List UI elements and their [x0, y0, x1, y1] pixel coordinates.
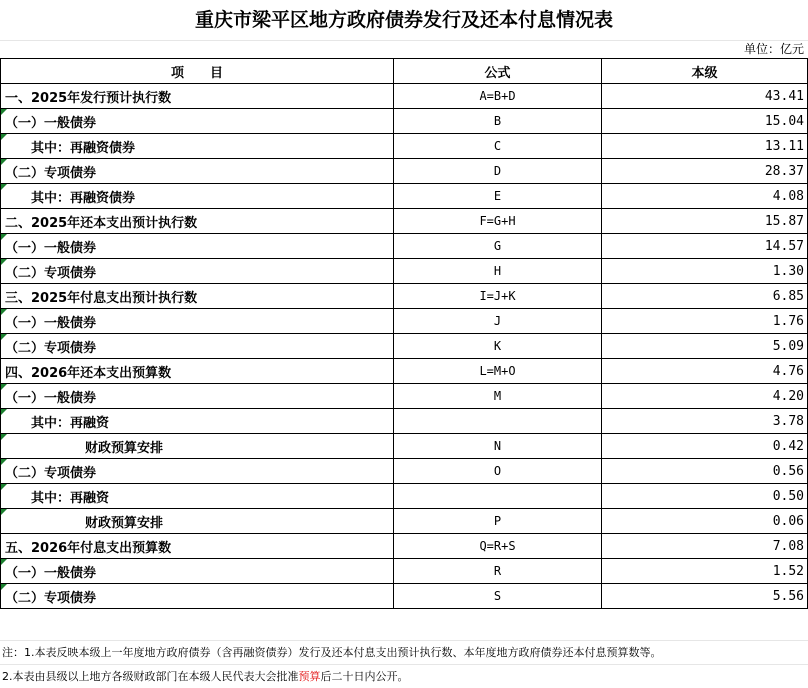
- row-item-label: 其中：再融资: [31, 415, 110, 431]
- cell-marker-icon: [1, 259, 7, 265]
- row-item-name: [1, 134, 394, 159]
- row-formula: Q=R+S: [394, 534, 602, 559]
- row-formula: K: [394, 334, 602, 359]
- row-item-name: [1, 359, 394, 384]
- row-item-name: [1, 334, 394, 359]
- row-formula: G: [394, 234, 602, 259]
- row-item-name: [1, 259, 394, 284]
- row-item-name: [1, 459, 394, 484]
- row-value: 7.08: [602, 534, 808, 559]
- table-row: [1, 484, 808, 509]
- row-item-label: 一、2025年发行预计执行数: [5, 90, 172, 106]
- row-formula: O: [394, 459, 602, 484]
- row-item-label: （一）一般债券: [5, 565, 97, 581]
- note-1: 注：1.本表反映本级上一年度地方政府债券（含再融资债券）发行及还本付息支出预计执行数、本年度地方政府债券还本付息预算数等。: [0, 640, 808, 664]
- row-value: 43.41: [602, 84, 808, 109]
- row-item-name: [1, 159, 394, 184]
- header-item: 项 目: [1, 59, 394, 84]
- cell-marker-icon: [1, 409, 7, 415]
- row-formula: L=M+O: [394, 359, 602, 384]
- cell-marker-icon: [1, 159, 7, 165]
- debt-table: [0, 58, 808, 609]
- row-formula: C: [394, 134, 602, 159]
- row-item-label: （一）一般债券: [5, 240, 97, 256]
- row-item-label: （二）专项债券: [5, 340, 97, 356]
- row-item-name: [1, 509, 394, 534]
- row-item-name: [1, 534, 394, 559]
- row-value: 1.52: [602, 559, 808, 584]
- row-item-label: （二）专项债券: [5, 165, 97, 181]
- row-item-label: （一）一般债券: [5, 115, 97, 131]
- cell-marker-icon: [1, 509, 7, 515]
- row-value: 4.76: [602, 359, 808, 384]
- row-formula: S: [394, 584, 602, 609]
- table-row: [1, 459, 808, 484]
- row-item-name: [1, 209, 394, 234]
- row-item-label: 二、2025年还本支出预计执行数: [5, 215, 198, 231]
- row-item-name: [1, 109, 394, 134]
- row-formula: B: [394, 109, 602, 134]
- table-body: [1, 84, 808, 609]
- row-item-name: [1, 409, 394, 434]
- table-row: [1, 509, 808, 534]
- table-row: [1, 334, 808, 359]
- table-row: [1, 284, 808, 309]
- row-item-label: （二）专项债券: [5, 465, 97, 481]
- row-item-name: [1, 184, 394, 209]
- row-item-name: [1, 559, 394, 584]
- row-formula: A=B+D: [394, 84, 602, 109]
- cell-marker-icon: [1, 234, 7, 240]
- cell-marker-icon: [1, 134, 7, 140]
- header-formula: 公式: [394, 59, 602, 84]
- table-row: [1, 434, 808, 459]
- table-row: [1, 209, 808, 234]
- table-row: [1, 559, 808, 584]
- table-row: [1, 359, 808, 384]
- row-item-label: （一）一般债券: [5, 315, 97, 331]
- table-row: [1, 584, 808, 609]
- row-formula: [394, 409, 602, 434]
- row-value: 14.57: [602, 234, 808, 259]
- cell-marker-icon: [1, 459, 7, 465]
- row-value: 15.87: [602, 209, 808, 234]
- row-formula: [394, 484, 602, 509]
- row-value: 0.56: [602, 459, 808, 484]
- row-value: 1.30: [602, 259, 808, 284]
- table-row: [1, 259, 808, 284]
- header-value: 本级: [602, 59, 808, 84]
- note-2-highlight: 预算: [298, 670, 321, 683]
- header-row: [1, 59, 808, 84]
- row-item-name: [1, 384, 394, 409]
- row-value: 0.42: [602, 434, 808, 459]
- row-value: 5.09: [602, 334, 808, 359]
- note-2-before: 2.本表由县级以上地方各级财政部门在本级人民代表大会批准: [2, 670, 299, 683]
- table-row: [1, 134, 808, 159]
- row-formula: P: [394, 509, 602, 534]
- table-row: [1, 84, 808, 109]
- table-row: [1, 534, 808, 559]
- table-row: [1, 409, 808, 434]
- unit-label: 单位：亿元: [743, 42, 804, 56]
- row-value: 13.11: [602, 134, 808, 159]
- cell-marker-icon: [1, 584, 7, 590]
- row-item-name: [1, 434, 394, 459]
- row-item-label: 三、2025年付息支出预计执行数: [5, 290, 198, 306]
- row-item-label: （二）专项债券: [5, 265, 97, 281]
- table-row: [1, 309, 808, 334]
- row-item-label: （二）专项债券: [5, 590, 97, 606]
- table-row: [1, 109, 808, 134]
- row-value: 4.08: [602, 184, 808, 209]
- row-value: 0.06: [602, 509, 808, 534]
- cell-marker-icon: [1, 109, 7, 115]
- table-row: [1, 384, 808, 409]
- row-item-label: 财政预算安排: [85, 515, 164, 531]
- row-item-name: [1, 484, 394, 509]
- cell-marker-icon: [1, 434, 7, 440]
- row-item-name: [1, 84, 394, 109]
- row-formula: F=G+H: [394, 209, 602, 234]
- row-item-name: [1, 284, 394, 309]
- table-row: [1, 184, 808, 209]
- row-item-label: 其中：再融资债券: [31, 140, 136, 156]
- row-value: 0.50: [602, 484, 808, 509]
- row-formula: I=J+K: [394, 284, 602, 309]
- row-formula: D: [394, 159, 602, 184]
- row-item-name: [1, 584, 394, 609]
- row-formula: R: [394, 559, 602, 584]
- row-formula: E: [394, 184, 602, 209]
- notes: [0, 640, 808, 688]
- table-row: [1, 159, 808, 184]
- table-row: [1, 234, 808, 259]
- table-title: 重庆市梁平区地方政府债券发行及还本付息情况表: [0, 0, 808, 41]
- row-item-label: 其中：再融资: [31, 490, 110, 506]
- row-item-label: 五、2026年付息支出预算数: [5, 540, 172, 556]
- row-item-name: [1, 309, 394, 334]
- row-formula: M: [394, 384, 602, 409]
- row-item-name: [1, 234, 394, 259]
- row-value: 28.37: [602, 159, 808, 184]
- note-2-after: 后二十日内公开。: [320, 670, 409, 683]
- row-item-label: 四、2026年还本支出预算数: [5, 365, 172, 381]
- row-item-label: 财政预算安排: [85, 440, 164, 456]
- row-formula: J: [394, 309, 602, 334]
- row-formula: H: [394, 259, 602, 284]
- row-item-label: （一）一般债券: [5, 390, 97, 406]
- row-item-label: 其中：再融资债券: [31, 190, 136, 206]
- cell-marker-icon: [1, 334, 7, 340]
- note-2: [0, 664, 808, 688]
- row-value: 1.76: [602, 309, 808, 334]
- row-formula: N: [394, 434, 602, 459]
- cell-marker-icon: [1, 184, 7, 190]
- row-value: 5.56: [602, 584, 808, 609]
- row-value: 15.04: [602, 109, 808, 134]
- row-value: 6.85: [602, 284, 808, 309]
- cell-marker-icon: [1, 484, 7, 490]
- cell-marker-icon: [1, 559, 7, 565]
- cell-marker-icon: [1, 384, 7, 390]
- cell-marker-icon: [1, 309, 7, 315]
- row-value: 4.20: [602, 384, 808, 409]
- row-value: 3.78: [602, 409, 808, 434]
